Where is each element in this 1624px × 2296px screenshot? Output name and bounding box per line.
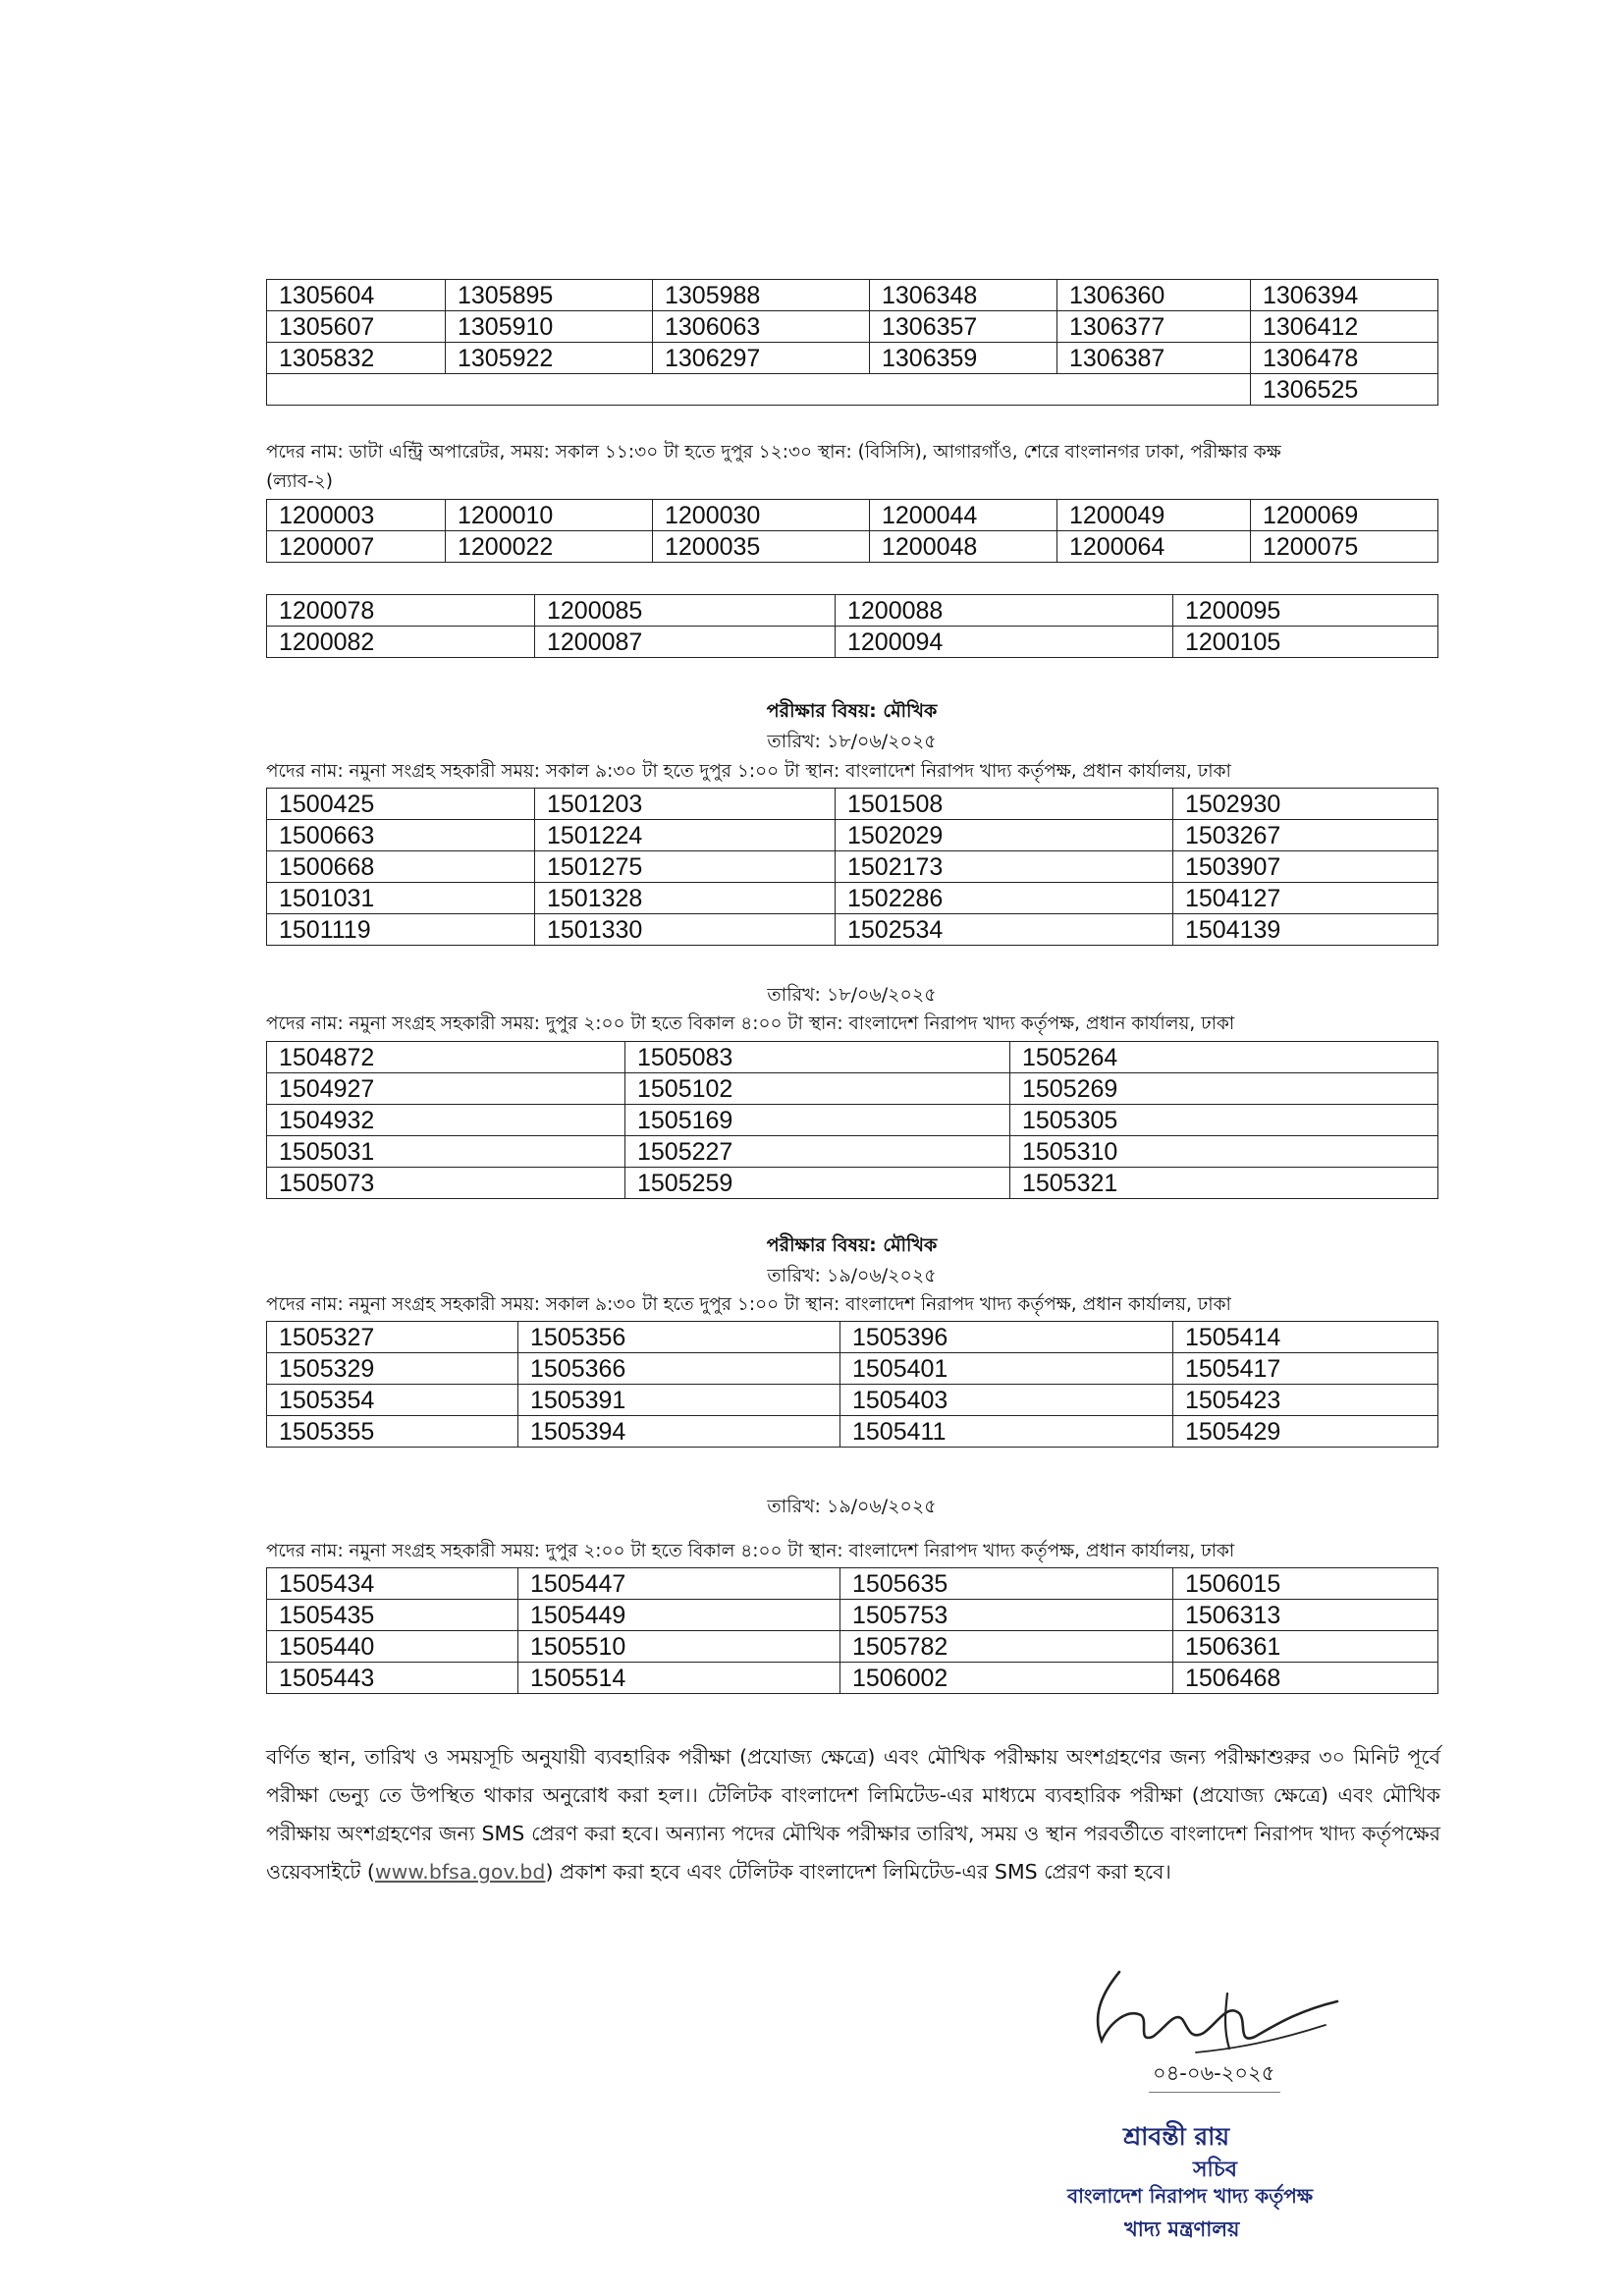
roll-table-viva3 (266, 1321, 1438, 1448)
roll-cell: 1505269 (1010, 1073, 1438, 1105)
roll-cell: 1305604 (267, 280, 446, 311)
table-row (267, 343, 1438, 374)
roll-cell: 1506015 (1173, 1568, 1438, 1600)
table-row (267, 1353, 1438, 1385)
roll-cell: 1505031 (267, 1136, 625, 1168)
roll-cell: 1505440 (267, 1631, 518, 1663)
roll-cell: 1200088 (836, 595, 1173, 627)
roll-cell: 1505394 (518, 1416, 840, 1448)
roll-cell: 1504932 (267, 1105, 625, 1136)
roll-cell: 1505414 (1173, 1322, 1438, 1353)
table-row (267, 1631, 1438, 1663)
roll-cell: 1506468 (1173, 1663, 1438, 1694)
roll-cell: 1306525 (1251, 374, 1438, 406)
roll-cell: 1200094 (836, 627, 1173, 658)
roll-cell: 1501119 (267, 914, 535, 946)
table-row (267, 595, 1438, 627)
roll-cell: 1506313 (1173, 1600, 1438, 1631)
roll-cell: 1505354 (267, 1385, 518, 1416)
roll-cell: 1505227 (625, 1136, 1010, 1168)
roll-cell: 1505434 (267, 1568, 518, 1600)
exam-date: তারিখ: ১৮/০৬/২০২৫ (767, 984, 937, 1006)
roll-cell: 1505310 (1010, 1136, 1438, 1168)
roll-cell: 1501330 (535, 914, 836, 946)
roll-cell: 1505510 (518, 1631, 840, 1663)
roll-cell: 1502286 (836, 883, 1173, 914)
roll-table-data-entry-a (266, 499, 1438, 563)
roll-cell: 1505443 (267, 1663, 518, 1694)
roll-cell: 1501508 (836, 789, 1173, 820)
roll-table-viva1 (266, 788, 1438, 946)
roll-cell: 1305988 (653, 280, 870, 311)
roll-cell: 1505782 (840, 1631, 1173, 1663)
roll-cell: 1505327 (267, 1322, 518, 1353)
roll-cell: 1505417 (1173, 1353, 1438, 1385)
table-row (267, 1042, 1438, 1073)
roll-cell: 1505753 (840, 1600, 1173, 1631)
roll-table-block1 (266, 279, 1438, 406)
roll-cell: 1200095 (1173, 595, 1438, 627)
table-row (267, 311, 1438, 343)
roll-cell: 1306359 (870, 343, 1057, 374)
roll-cell: 1505321 (1010, 1168, 1438, 1199)
table-row (267, 914, 1438, 946)
roll-cell: 1505169 (625, 1105, 1010, 1136)
roll-cell: 1305607 (267, 311, 446, 343)
table-row (267, 1416, 1438, 1448)
roll-cell: 1305895 (446, 280, 653, 311)
table-row (267, 1322, 1438, 1353)
table-row (267, 883, 1438, 914)
table-row (267, 531, 1438, 563)
roll-cell: 1505411 (840, 1416, 1173, 1448)
roll-cell: 1305922 (446, 343, 653, 374)
table-row (267, 851, 1438, 883)
roll-cell: 1200064 (1057, 531, 1251, 563)
roll-cell: 1200010 (446, 500, 653, 531)
roll-cell: 1505396 (840, 1322, 1173, 1353)
roll-cell: 1505403 (840, 1385, 1173, 1416)
roll-cell: 1505429 (1173, 1416, 1438, 1448)
signature-image (1080, 1954, 1345, 2062)
roll-cell: 1506361 (1173, 1631, 1438, 1663)
roll-cell: 1502173 (836, 851, 1173, 883)
roll-cell: 1306357 (870, 311, 1057, 343)
post-info-line: পদের নাম: নমুনা সংগ্রহ সহকারী সময়: সকাল ৯:৩০ টা হতে দুপুর ১:০০ টা স্থান: বাংলাদেশ নিরাপদ খাদ্য কর্তৃপক্ষ, প্রধান কার্যালয়, ঢাকা (266, 1294, 1231, 1315)
table-row (267, 789, 1438, 820)
roll-cell: 1504927 (267, 1073, 625, 1105)
roll-cell: 1306063 (653, 311, 870, 343)
table-row (267, 627, 1438, 658)
table-row (267, 280, 1438, 311)
roll-cell: 1504872 (267, 1042, 625, 1073)
exam-subject-heading: পরীক্ষার বিষয়: মৌখিক (766, 1234, 938, 1256)
signature-underline (1149, 2092, 1280, 2093)
table-row (267, 1136, 1438, 1168)
post-info-line: পদের নাম: নমুনা সংগ্রহ সহকারী সময়: সকাল ৯:৩০ টা হতে দুপুর ১:০০ টা স্থান: বাংলাদেশ নিরাপদ খাদ্য কর্তৃপক্ষ, প্রধান কার্যালয়, ঢাকা (266, 761, 1231, 782)
roll-cell: 1306387 (1057, 343, 1251, 374)
roll-cell: 1503267 (1173, 820, 1438, 851)
exam-date: তারিখ: ১৯/০৬/২০২৫ (767, 1496, 937, 1517)
roll-cell: 1506002 (840, 1663, 1173, 1694)
roll-cell: 1504127 (1173, 883, 1438, 914)
roll-cell: 1306348 (870, 280, 1057, 311)
exam-subject-heading: পরীক্ষার বিষয়: মৌখিক (766, 700, 938, 722)
roll-cell: 1305832 (267, 343, 446, 374)
roll-cell: 1306394 (1251, 280, 1438, 311)
table-row (267, 1568, 1438, 1600)
roll-cell: 1505073 (267, 1168, 625, 1199)
roll-cell: 1505329 (267, 1353, 518, 1385)
post-info-line: পদের নাম: নমুনা সংগ্রহ সহকারী সময়: দুপুর ২:০০ টা হতে বিকাল ৪:০০ টা স্থান: বাংলাদেশ নিরাপদ খাদ্য কর্তৃপক্ষ, প্রধান কার্যালয়, ঢাকা (266, 1013, 1235, 1034)
roll-cell: 1501275 (535, 851, 836, 883)
roll-table-viva2 (266, 1041, 1438, 1199)
roll-cell: 1200048 (870, 531, 1057, 563)
table-row (267, 1168, 1438, 1199)
post-info-line: পদের নাম: নমুনা সংগ্রহ সহকারী সময়: দুপুর ২:০০ টা হতে বিকাল ৪:০০ টা স্থান: বাংলাদেশ নিরাপদ খাদ্য কর্তৃপক্ষ, প্রধান কার্যালয়, ঢাকা (266, 1541, 1235, 1561)
signatory-title: সচিব (1193, 2158, 1237, 2182)
roll-cell: 1505447 (518, 1568, 840, 1600)
roll-cell: 1305910 (446, 311, 653, 343)
roll-cell: 1505259 (625, 1168, 1010, 1199)
signatory-organization: বাংলাদেশ নিরাপদ খাদ্য কর্তৃপক্ষ (1067, 2184, 1314, 2208)
roll-cell: 1306478 (1251, 343, 1438, 374)
roll-cell: 1200078 (267, 595, 535, 627)
roll-cell: 1200044 (870, 500, 1057, 531)
table-row (267, 1385, 1438, 1416)
notice-paragraph (266, 1738, 1440, 1891)
roll-cell: 1505401 (840, 1353, 1173, 1385)
roll-cell: 1505366 (518, 1353, 840, 1385)
roll-cell: 1200085 (535, 595, 836, 627)
roll-cell: 1502029 (836, 820, 1173, 851)
roll-cell: 1501328 (535, 883, 836, 914)
roll-cell: 1505514 (518, 1663, 840, 1694)
roll-cell: 1200087 (535, 627, 836, 658)
roll-cell: 1200022 (446, 531, 653, 563)
roll-cell: 1505356 (518, 1322, 840, 1353)
roll-cell: 1306360 (1057, 280, 1251, 311)
roll-cell: 1500663 (267, 820, 535, 851)
roll-table-data-entry-b (266, 594, 1438, 658)
notice-text-end: ) প্রকাশ করা হবে এবং টেলিটক বাংলাদেশ লিমিটেড-এর SMS প্রেরণ করা হবে। (545, 1860, 1171, 1884)
exam-date: তারিখ: ১৮/০৬/২০২৫ (767, 731, 937, 752)
roll-cell: 1505449 (518, 1600, 840, 1631)
roll-cell: 1200082 (267, 627, 535, 658)
roll-cell: 1504139 (1173, 914, 1438, 946)
roll-cell: 1505635 (840, 1568, 1173, 1600)
table-row (267, 500, 1438, 531)
post-info-line: পদের নাম: ডাটা এন্ট্রি অপারেটর, সময়: সকাল ১১:৩০ টা হতে দুপুর ১২:৩০ স্থান: (বিসিসি), আগারগাঁও, শেরে বাংলানগর ঢাকা, পরীক্ষার কক্ষ (266, 442, 1281, 463)
signature-date: ০৪-০৬-২০২৫ (1153, 2061, 1275, 2085)
table-row (267, 1105, 1438, 1136)
roll-cell: 1505423 (1173, 1385, 1438, 1416)
roll-cell: 1200069 (1251, 500, 1438, 531)
roll-cell: 1503907 (1173, 851, 1438, 883)
roll-cell: 1505305 (1010, 1105, 1438, 1136)
roll-cell: 1505391 (518, 1385, 840, 1416)
roll-cell: 1200030 (653, 500, 870, 531)
notice-text: বর্ণিত স্থান, তারিখ ও সময়সূচি অনুযায়ী ব্যবহারিক পরীক্ষা (প্রযোজ্য ক্ষেত্রে) এবং মৌখিক পরীক্ষায় অংশগ্রহণের জন্য পরীক্ষাশুরুর ৩০ মিনিট পূর্বে পরীক্ষা ভেন্যু তে উপস্থিত থাকার অনুরোধ করা হল।। টেলিটক বাংলাদেশ লিমিটেড-এর মাধ্যমে ব্যবহারিক পরীক্ষা (প্রযোজ্য ক্ষেত্রে) এবং মৌখিক পরীক্ষায় অংশগ্রহণের জন্য SMS প্রেরণ করা হবে। অন্যান্য পদের মৌখিক পরীক্ষার তারিখ, সময় ও স্থান পরবর্তীতে বাংলাদেশ নিরাপদ খাদ্য কর্তৃপক্ষের ওয়েবসাইটে ( (266, 1745, 1440, 1884)
roll-cell: 1306297 (653, 343, 870, 374)
roll-cell: 1200049 (1057, 500, 1251, 531)
roll-cell: 1501224 (535, 820, 836, 851)
post-info-line-cont: (ল্যাব-২) (266, 471, 333, 492)
roll-cell: 1500668 (267, 851, 535, 883)
roll-cell: 1505102 (625, 1073, 1010, 1105)
roll-cell: 1502534 (836, 914, 1173, 946)
roll-cell: 1200035 (653, 531, 870, 563)
roll-cell: 1505435 (267, 1600, 518, 1631)
roll-cell: 1505355 (267, 1416, 518, 1448)
signatory-name: শ্রাবন্তী রায় (1123, 2122, 1230, 2151)
roll-cell: 1306377 (1057, 311, 1251, 343)
roll-cell: 1501203 (535, 789, 836, 820)
roll-cell: 1200075 (1251, 531, 1438, 563)
roll-table-viva4 (266, 1567, 1438, 1694)
empty-cell (267, 374, 1251, 406)
table-row (267, 1663, 1438, 1694)
signatory-ministry: খাদ্য মন্ত্রণালয় (1124, 2217, 1240, 2241)
roll-cell: 1501031 (267, 883, 535, 914)
table-row (267, 374, 1438, 406)
roll-cell: 1200003 (267, 500, 446, 531)
roll-cell: 1200105 (1173, 627, 1438, 658)
website-link[interactable]: www.bfsa.gov.bd (374, 1860, 546, 1884)
table-row (267, 820, 1438, 851)
roll-cell: 1306412 (1251, 311, 1438, 343)
roll-cell: 1500425 (267, 789, 535, 820)
roll-cell: 1200007 (267, 531, 446, 563)
roll-cell: 1505264 (1010, 1042, 1438, 1073)
exam-date: তারিখ: ১৯/০৬/২০২৫ (767, 1265, 937, 1286)
roll-cell: 1502930 (1173, 789, 1438, 820)
roll-cell: 1505083 (625, 1042, 1010, 1073)
table-row (267, 1073, 1438, 1105)
table-row (267, 1600, 1438, 1631)
